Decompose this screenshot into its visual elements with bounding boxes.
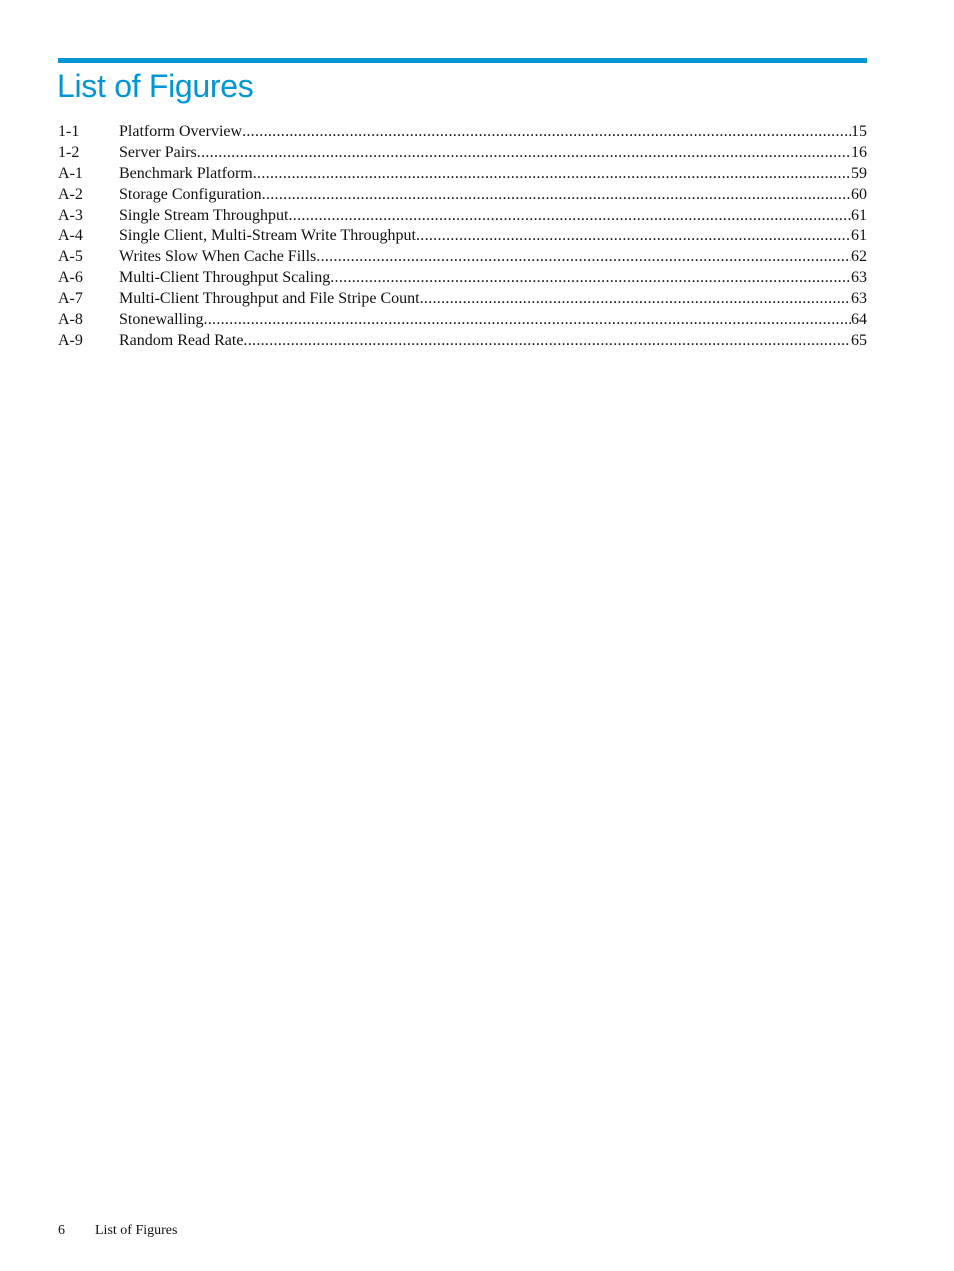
dot-leader [197,143,851,164]
figure-page-number: 61 [851,227,867,245]
figure-title: Multi-Client Throughput and File Stripe Count [119,290,420,308]
footer-section-title: List of Figures [95,1223,178,1238]
figure-page-number: 63 [851,290,867,308]
dot-leader [243,331,851,352]
header-rule [58,58,867,63]
figure-entry[interactable] [58,268,867,289]
figure-page-number: 59 [851,164,867,182]
dot-leader [288,206,851,227]
figure-number: A-8 [58,311,83,329]
figure-page-number: 60 [851,185,867,203]
figure-entry[interactable] [58,143,867,164]
figure-title: Random Read Rate [119,331,244,349]
figure-number: A-6 [58,269,83,287]
figure-entry[interactable] [58,206,867,227]
figure-number: A-1 [58,164,83,182]
figure-number: A-3 [58,206,83,224]
figure-entry[interactable] [58,331,867,352]
figure-entry[interactable] [58,310,867,331]
page-footer [58,1222,177,1240]
figure-entry[interactable] [58,247,867,268]
figure-number: A-9 [58,331,83,349]
figure-page-number: 62 [851,248,867,266]
figure-page-number: 64 [851,311,867,329]
figure-title: Writes Slow When Cache Fills [119,248,317,266]
figure-entry[interactable] [58,289,867,310]
figure-page-number: 65 [851,331,867,349]
dot-leader [416,226,851,247]
figure-entry[interactable] [58,122,867,143]
figure-title: Storage Configuration [119,185,262,203]
figure-page-number: 61 [851,206,867,224]
figure-entry[interactable] [58,226,867,247]
figure-number: A-7 [58,290,83,308]
dot-leader [253,164,851,185]
footer-page-number: 6 [58,1223,65,1238]
figure-entry[interactable] [58,164,867,185]
figure-number: A-5 [58,248,83,266]
figure-number: A-2 [58,185,83,203]
figure-list [58,122,867,352]
page-title: List of Figures [57,68,254,104]
figure-title: Platform Overview [119,123,243,140]
dot-leader [262,185,851,206]
figure-number: 1-2 [58,143,80,161]
dot-leader [203,310,851,331]
dot-leader [242,122,851,143]
figure-page-number: 15 [851,123,867,140]
figure-number: A-4 [58,227,83,245]
figure-number: 1-1 [58,123,80,140]
dot-leader [316,247,851,268]
figure-entry[interactable] [58,185,867,206]
dot-leader [330,268,851,289]
figure-page-number: 63 [851,269,867,287]
figure-title: Single Client, Multi-Stream Write Throughput [119,227,416,245]
figure-title: Stonewalling [119,311,204,329]
figure-page-number: 16 [851,143,867,161]
figure-title: Benchmark Platform [119,164,253,182]
figure-title: Server Pairs [119,143,197,161]
dot-leader [420,289,851,310]
figure-title: Single Stream Throughput [119,206,289,224]
figure-title: Multi-Client Throughput Scaling [119,269,331,287]
